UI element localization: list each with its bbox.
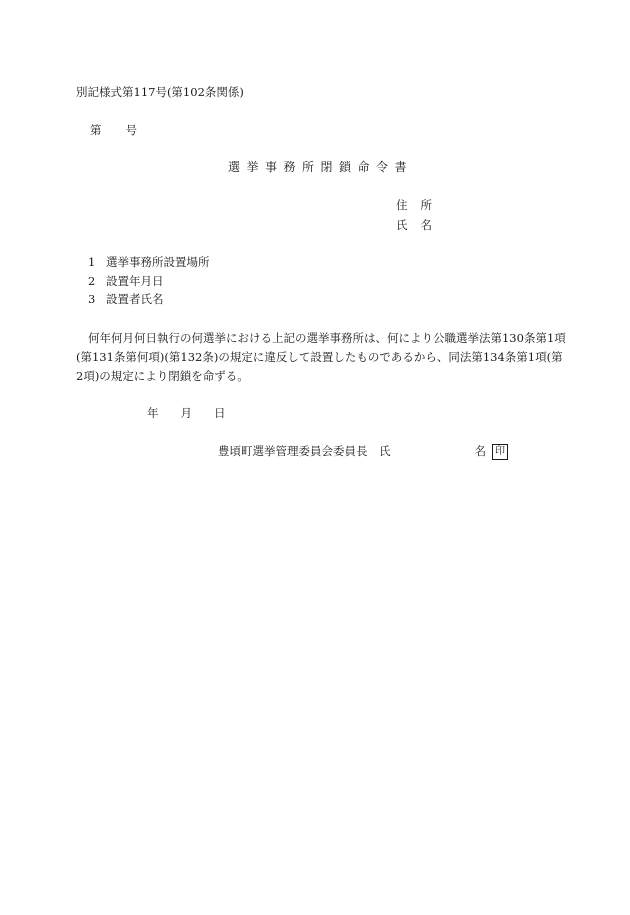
date-year: 年 <box>147 406 159 420</box>
item-text: 設置者氏名 <box>106 292 164 306</box>
document-number <box>90 121 137 139</box>
seal-stamp: 印 <box>492 444 508 460</box>
address-label-char-2: 所 <box>420 198 432 212</box>
list-item <box>88 290 210 309</box>
body-paragraph: 何年何月何日執行の何選挙における上記の選挙事務所は、何により公職選挙法第130条第1項(第131条第何項)(第132条)の規定に違反して設置したものであるから、同法第134条第1項(第2項)の規定により閉鎖を命ずる。 <box>76 331 566 383</box>
issuer-line <box>218 442 508 460</box>
name-label <box>396 216 432 234</box>
issuer-name-suffix: 名 <box>474 444 486 458</box>
date-month: 月 <box>180 406 192 420</box>
date-day: 日 <box>214 406 226 420</box>
list-item <box>88 253 210 272</box>
item-text: 設置年月日 <box>106 273 164 288</box>
issuer-title: 豊頃町選挙管理委員会委員長 氏 <box>218 444 391 458</box>
name-label-char-2: 名 <box>420 218 432 232</box>
item-number: 2 <box>88 273 96 288</box>
item-number: 1 <box>88 255 96 269</box>
document-title: 選挙事務所閉鎖命令書 <box>228 160 414 174</box>
item-list <box>88 253 210 309</box>
list-item <box>88 272 210 291</box>
address-label-char-1: 住 <box>396 198 408 212</box>
name-label-char-1: 氏 <box>396 218 408 232</box>
form-reference: 別記様式第117号(第102条関係) <box>76 85 244 99</box>
item-text: 選挙事務所設置場所 <box>106 255 210 269</box>
address-label <box>396 196 432 214</box>
doc-number-suffix: 号 <box>125 123 137 137</box>
date-line <box>147 404 226 422</box>
item-number: 3 <box>88 292 96 306</box>
doc-number-prefix: 第 <box>90 123 102 137</box>
